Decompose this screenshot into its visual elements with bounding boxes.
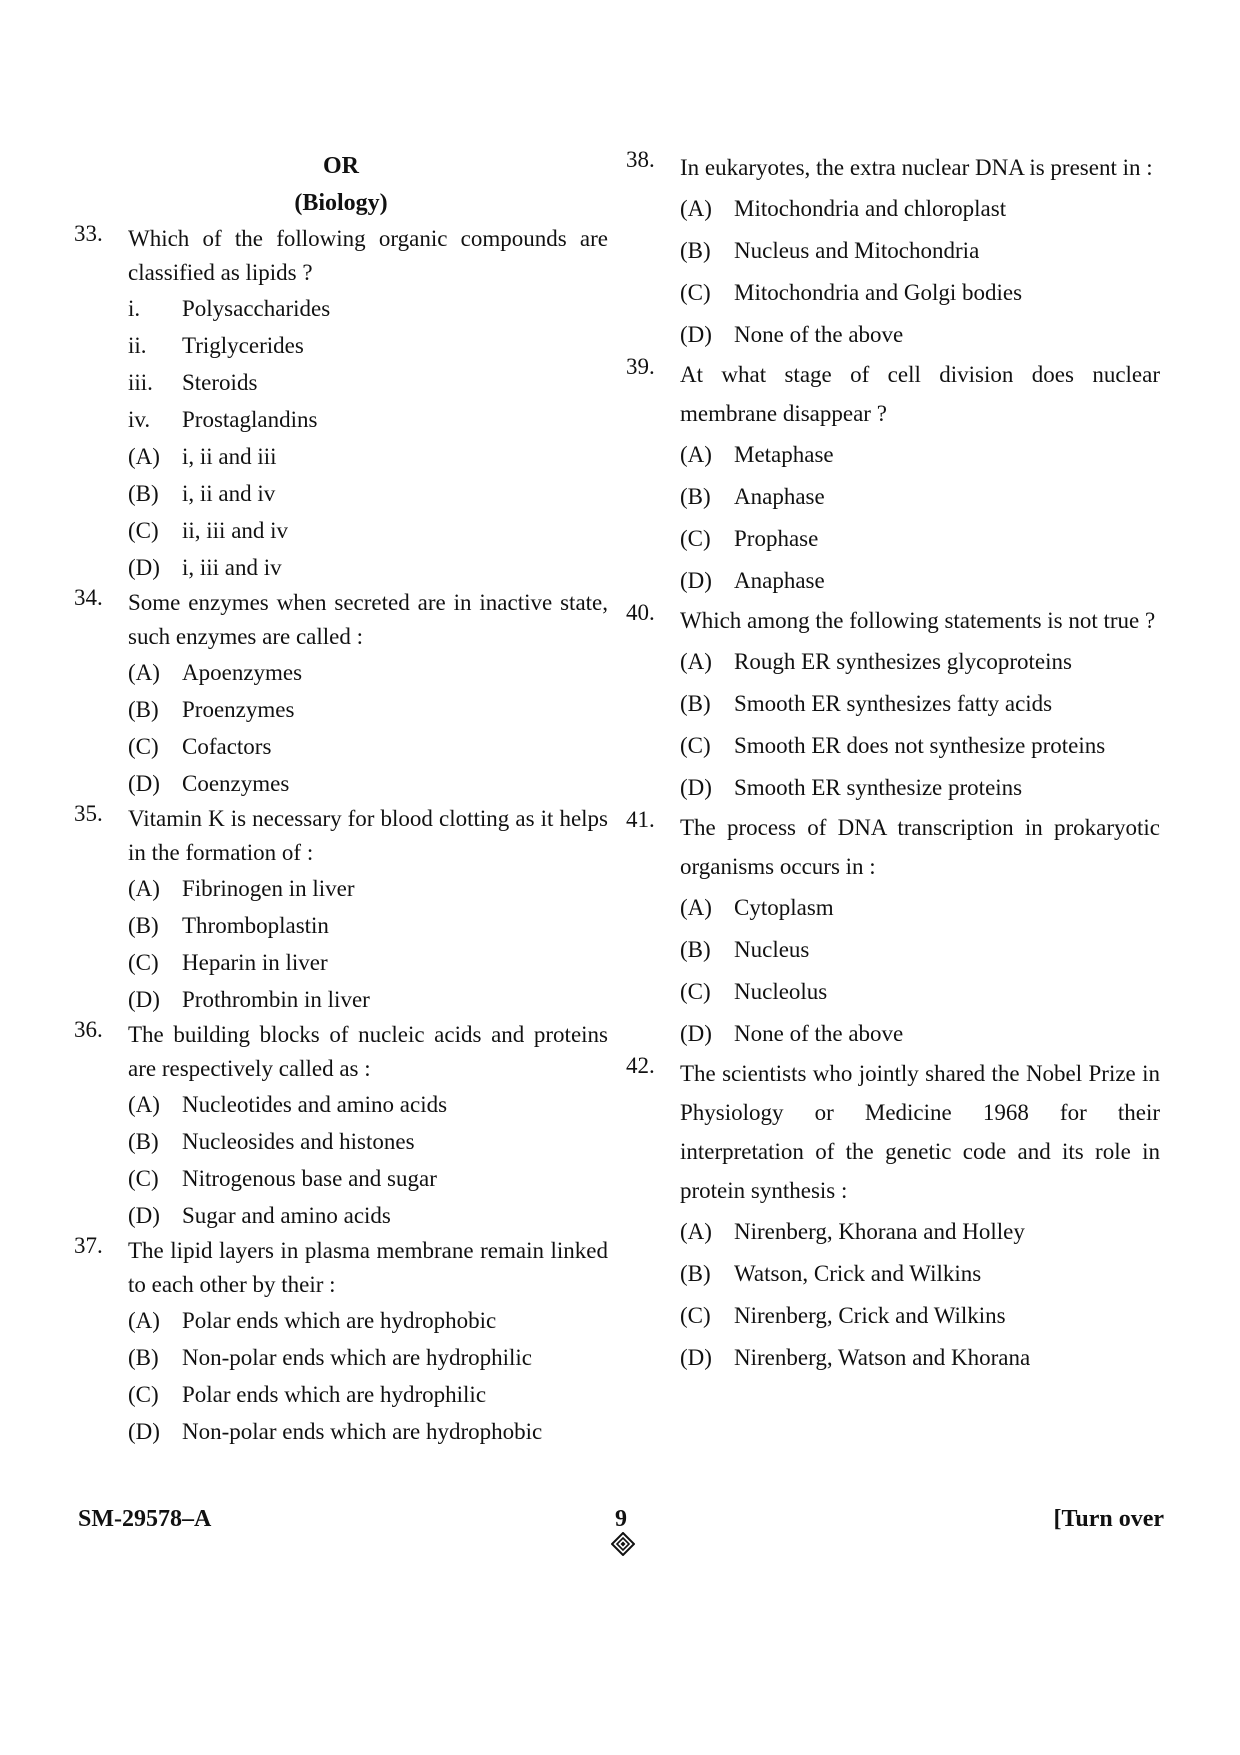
right-question-list	[626, 148, 1160, 1378]
answer-option-label: (C)	[680, 525, 711, 551]
question-number: 36.	[74, 1017, 103, 1042]
answer-option-text: Sugar and amino acids	[182, 1203, 391, 1228]
answer-option	[128, 475, 608, 512]
answer-option-text: None of the above	[734, 321, 904, 347]
question-stem	[626, 355, 1160, 433]
answer-option-label: (C)	[128, 734, 159, 759]
answer-option-label: (D)	[680, 321, 712, 347]
question-number: 42.	[626, 1053, 655, 1078]
answer-option	[128, 907, 608, 944]
statement-item	[128, 364, 608, 401]
answer-option-text: Coenzymes	[182, 771, 290, 796]
statement-item	[128, 290, 608, 327]
question-text: Which among the following statements is not true ?	[680, 608, 1156, 633]
question-34	[74, 586, 608, 802]
answer-option-label: (A)	[680, 894, 712, 920]
answer-option	[128, 870, 608, 907]
answer-option-text: Non-polar ends which are hydrophobic	[182, 1419, 543, 1444]
answer-option	[128, 728, 608, 765]
answer-option-label: (C)	[680, 732, 711, 758]
question-text: The scientists who jointly shared the Nobel Prize in Physiology or Medicine 1968 for their interpretation of the genetic code and its role in protein synthesis :	[680, 1061, 1160, 1203]
question-number: 35.	[74, 801, 103, 826]
answer-option-label: (B)	[128, 913, 159, 938]
question-number: 39.	[626, 354, 655, 379]
answer-option	[128, 1339, 608, 1376]
answer-option-label: (D)	[128, 987, 160, 1012]
question-text: The process of DNA transcription in prokaryotic organisms occurs in :	[680, 815, 1160, 879]
answer-option-label: (C)	[128, 1382, 159, 1407]
answer-option-text: Heparin in liver	[182, 950, 328, 975]
answer-option-text: Polar ends which are hydrophilic	[182, 1382, 487, 1407]
answer-option-text: Nitrogenous base and sugar	[182, 1166, 437, 1191]
answer-option-label: (A)	[128, 660, 160, 685]
answer-option-text: Cytoplasm	[734, 894, 834, 920]
answer-option	[680, 724, 1160, 766]
question-42	[626, 1054, 1160, 1378]
answer-option	[680, 271, 1160, 313]
answer-option-text: i, iii and iv	[182, 555, 282, 580]
question-stem	[74, 802, 608, 870]
question-number: 33.	[74, 221, 103, 246]
question-41	[626, 808, 1160, 1054]
answer-option-text: Anaphase	[734, 567, 825, 593]
answer-option	[128, 1376, 608, 1413]
answer-option-label: (D)	[128, 555, 160, 580]
answer-option	[680, 475, 1160, 517]
statement-item	[128, 401, 608, 438]
answer-option	[680, 886, 1160, 928]
question-text: In eukaryotes, the extra nuclear DNA is present in :	[680, 155, 1153, 180]
question-stem	[626, 148, 1160, 187]
answer-option	[680, 1294, 1160, 1336]
answer-option-label: (C)	[680, 1302, 711, 1328]
section-heading-biology: (Biology)	[294, 190, 388, 216]
answer-option-text: i, ii and iv	[182, 481, 276, 506]
answer-option-text: None of the above	[734, 1020, 904, 1046]
answer-option-text: Prothrombin in liver	[182, 987, 370, 1012]
question-stem	[626, 1054, 1160, 1210]
answer-option-label: (B)	[680, 483, 711, 509]
answer-option	[128, 691, 608, 728]
statement-item-label: iv.	[128, 407, 151, 432]
answer-option-text: Nucleotides and amino acids	[182, 1092, 448, 1117]
answer-option	[680, 313, 1160, 355]
answer-option	[680, 928, 1160, 970]
answer-option	[680, 559, 1160, 601]
question-number: 40.	[626, 600, 655, 625]
answer-option-label: (C)	[680, 978, 711, 1004]
answer-option-label: (B)	[128, 481, 159, 506]
question-stem	[626, 601, 1160, 640]
answer-option-text: Nucleolus	[734, 978, 828, 1004]
statement-item-label: iii.	[128, 370, 153, 395]
answer-option-text: Cofactors	[182, 734, 272, 759]
question-number: 38.	[626, 147, 655, 172]
answer-option	[680, 229, 1160, 271]
answer-option-label: (B)	[128, 1345, 159, 1370]
answer-option	[680, 1210, 1160, 1252]
answer-option-text: Smooth ER synthesizes fatty acids	[734, 690, 1053, 716]
answer-option-text: Thromboplastin	[182, 913, 329, 938]
answer-option	[128, 1123, 608, 1160]
answer-option-label: (A)	[128, 1308, 160, 1333]
left-question-list	[74, 222, 608, 1450]
question-text: Some enzymes when secreted are in inactive state, such enzymes are called :	[128, 590, 608, 649]
answer-option	[128, 1086, 608, 1123]
answer-option-text: i, ii and iii	[182, 444, 277, 469]
answer-option-text: Smooth ER synthesize proteins	[734, 774, 1023, 800]
answer-option-label: (D)	[680, 1020, 712, 1046]
question-38	[626, 148, 1160, 355]
answer-option	[680, 640, 1160, 682]
answer-option-text: Nirenberg, Watson and Khorana	[734, 1344, 1031, 1370]
statement-item-text: Steroids	[182, 370, 258, 395]
answer-option	[680, 517, 1160, 559]
answer-option	[128, 654, 608, 691]
paper-code: SM-29578–A	[78, 1506, 212, 1532]
answer-option	[680, 1336, 1160, 1378]
answer-option-text: Nirenberg, Crick and Wilkins	[734, 1302, 1006, 1328]
answer-option-text: ii, iii and iv	[182, 518, 289, 543]
answer-option	[128, 944, 608, 981]
answer-option-text: Smooth ER does not synthesize proteins	[734, 732, 1106, 758]
answer-option	[128, 1413, 608, 1450]
answer-option	[680, 1012, 1160, 1054]
answer-option-text: Fibrinogen in liver	[182, 876, 355, 901]
answer-option	[128, 981, 608, 1018]
answer-option	[128, 1160, 608, 1197]
answer-option-label: (B)	[680, 690, 711, 716]
answer-option-label: (D)	[680, 774, 712, 800]
question-37	[74, 1234, 608, 1450]
answer-option-label: (C)	[128, 1166, 159, 1191]
answer-option	[128, 1302, 608, 1339]
answer-option-label: (D)	[128, 1203, 160, 1228]
answer-option-text: Nucleus and Mitochondria	[734, 237, 980, 263]
question-stem	[626, 808, 1160, 886]
answer-option-label: (B)	[128, 697, 159, 722]
answer-option-text: Prophase	[734, 525, 819, 551]
question-stem	[74, 1018, 608, 1086]
answer-option-text: Nucleosides and histones	[182, 1129, 415, 1154]
turn-over-note: [Turn over	[1053, 1506, 1164, 1532]
page-number: 9	[615, 1506, 627, 1532]
left-column	[74, 148, 608, 1450]
statement-item-label: ii.	[128, 333, 147, 358]
answer-option	[680, 187, 1160, 229]
question-text: The lipid layers in plasma membrane remain linked to each other by their :	[128, 1238, 608, 1297]
diamond-ornament-icon	[611, 1532, 635, 1556]
answer-option-text: Anaphase	[734, 483, 825, 509]
answer-option-label: (C)	[128, 518, 159, 543]
answer-option-text: Nucleus	[734, 936, 810, 962]
question-40	[626, 601, 1160, 808]
statement-item-text: Polysaccharides	[182, 296, 331, 321]
question-text: Which of the following organic compounds are classified as lipids ?	[128, 226, 608, 285]
answer-option-text: Mitochondria and Golgi bodies	[734, 279, 1023, 305]
answer-option	[680, 682, 1160, 724]
answer-option-label: (A)	[680, 648, 712, 674]
question-stem	[74, 586, 608, 654]
answer-option-text: Rough ER synthesizes glycoproteins	[734, 648, 1072, 674]
answer-option-text: Metaphase	[734, 441, 834, 467]
question-text: Vitamin K is necessary for blood clotting as it helps in the formation of :	[128, 806, 608, 865]
answer-option-label: (B)	[680, 1260, 711, 1286]
answer-option	[128, 512, 608, 549]
answer-option	[680, 766, 1160, 808]
answer-option-text: Proenzymes	[182, 697, 295, 722]
question-36	[74, 1018, 608, 1234]
question-text: At what stage of cell division does nuclear membrane disappear ?	[680, 362, 1160, 426]
answer-option-text: Watson, Crick and Wilkins	[734, 1260, 982, 1286]
answer-option-label: (A)	[680, 195, 712, 221]
answer-option-text: Mitochondria and chloroplast	[734, 195, 1007, 221]
statement-item	[128, 327, 608, 364]
answer-option-text: Non-polar ends which are hydrophilic	[182, 1345, 533, 1370]
answer-option-label: (A)	[128, 876, 160, 901]
answer-option-label: (D)	[680, 1344, 712, 1370]
question-number: 41.	[626, 807, 655, 832]
question-stem	[74, 222, 608, 290]
answer-option-text: Nirenberg, Khorana and Holley	[734, 1218, 1025, 1244]
answer-option-text: Polar ends which are hydrophobic	[182, 1308, 497, 1333]
answer-option-label: (C)	[128, 950, 159, 975]
answer-option-label: (A)	[680, 1218, 712, 1244]
answer-option	[680, 1252, 1160, 1294]
answer-option	[128, 549, 608, 586]
answer-option-label: (A)	[680, 441, 712, 467]
statement-item-label: i.	[128, 296, 141, 321]
answer-option-label: (C)	[680, 279, 711, 305]
answer-option-label: (B)	[128, 1129, 159, 1154]
answer-option-label: (A)	[128, 1092, 160, 1117]
statement-item-text: Triglycerides	[182, 333, 304, 358]
answer-option-label: (B)	[680, 936, 711, 962]
statement-item-text: Prostaglandins	[182, 407, 318, 432]
question-stem	[74, 1234, 608, 1302]
answer-option-text: Apoenzymes	[182, 660, 303, 685]
answer-option-label: (D)	[128, 1419, 160, 1444]
answer-option	[680, 433, 1160, 475]
answer-option	[128, 438, 608, 475]
question-number: 34.	[74, 585, 103, 610]
question-number: 37.	[74, 1233, 103, 1258]
section-heading-or: OR	[323, 153, 359, 179]
answer-option-label: (D)	[680, 567, 712, 593]
question-35	[74, 802, 608, 1018]
question-33	[74, 222, 608, 586]
right-column	[626, 148, 1160, 1378]
answer-option	[128, 1197, 608, 1234]
question-text: The building blocks of nucleic acids and proteins are respectively called as :	[128, 1022, 608, 1081]
answer-option-label: (A)	[128, 444, 160, 469]
question-39	[626, 355, 1160, 601]
answer-option	[128, 765, 608, 802]
answer-option-label: (B)	[680, 237, 711, 263]
answer-option-label: (D)	[128, 771, 160, 796]
answer-option	[680, 970, 1160, 1012]
